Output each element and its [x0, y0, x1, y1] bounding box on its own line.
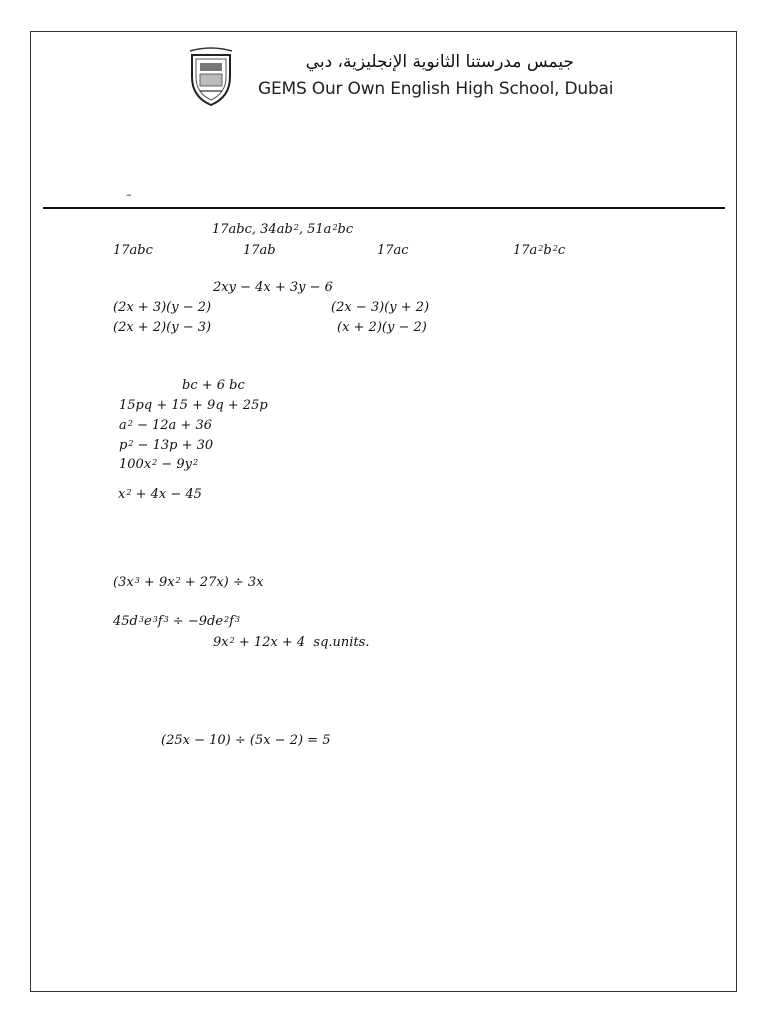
q3-item-4: $100x^2 - 9y^2$ [119, 457, 199, 472]
q1-option-c: 17ac [377, 243, 409, 258]
q3-item-1: 15pq + 15 + 9q + 25p [119, 398, 268, 413]
q2-option-b: (2x − 3)(y + 2) [331, 300, 430, 315]
q3-item-2: $a^2 - 12a + 36$ [119, 418, 213, 433]
q4-area: $9x^2 + 12x + 4$ sq.units. [213, 635, 370, 650]
school-name-english: GEMS Our Own English High School, Dubai [258, 79, 614, 99]
q4-item-1: $(3x^3 + 9x^2 + 27x) \div 3x$ [113, 575, 264, 590]
q2-option-a: (2x + 3)(y − 2) [113, 300, 212, 315]
page-border [30, 31, 737, 992]
name-dash: – [126, 188, 132, 201]
q2-option-d: (x + 2)(y − 2) [337, 320, 427, 335]
q1-prompt: 17abc, $34ab^2$, $51a^2bc$ [212, 222, 354, 237]
school-name-arabic: جيمس مدرستنا الثانوية الإنجليزية، دبي [305, 52, 574, 72]
q3-item-3: $p^2 - 13p + 30$ [119, 438, 214, 453]
q2-prompt: 2xy − 4x + 3y − 6 [213, 280, 333, 295]
q4-item-2: $45d^3e^3f^3 \div -9de^2f^3$ [113, 614, 241, 629]
header-rule [43, 207, 725, 209]
q1-option-b: 17ab [243, 243, 276, 258]
q3-item-5: $x^2 + 4x - 45$ [118, 487, 202, 502]
q2-option-c: (2x + 2)(y − 3) [113, 320, 212, 335]
q3-prompt: bc + 6 bc [182, 378, 245, 393]
school-crest-icon [186, 47, 236, 109]
q1-option-a: 17abc [113, 243, 153, 258]
q5-equation: (25x − 10) ÷ (5x − 2) = 5 [161, 733, 331, 748]
q1-option-d: $17a^2b^2c$ [513, 243, 566, 258]
